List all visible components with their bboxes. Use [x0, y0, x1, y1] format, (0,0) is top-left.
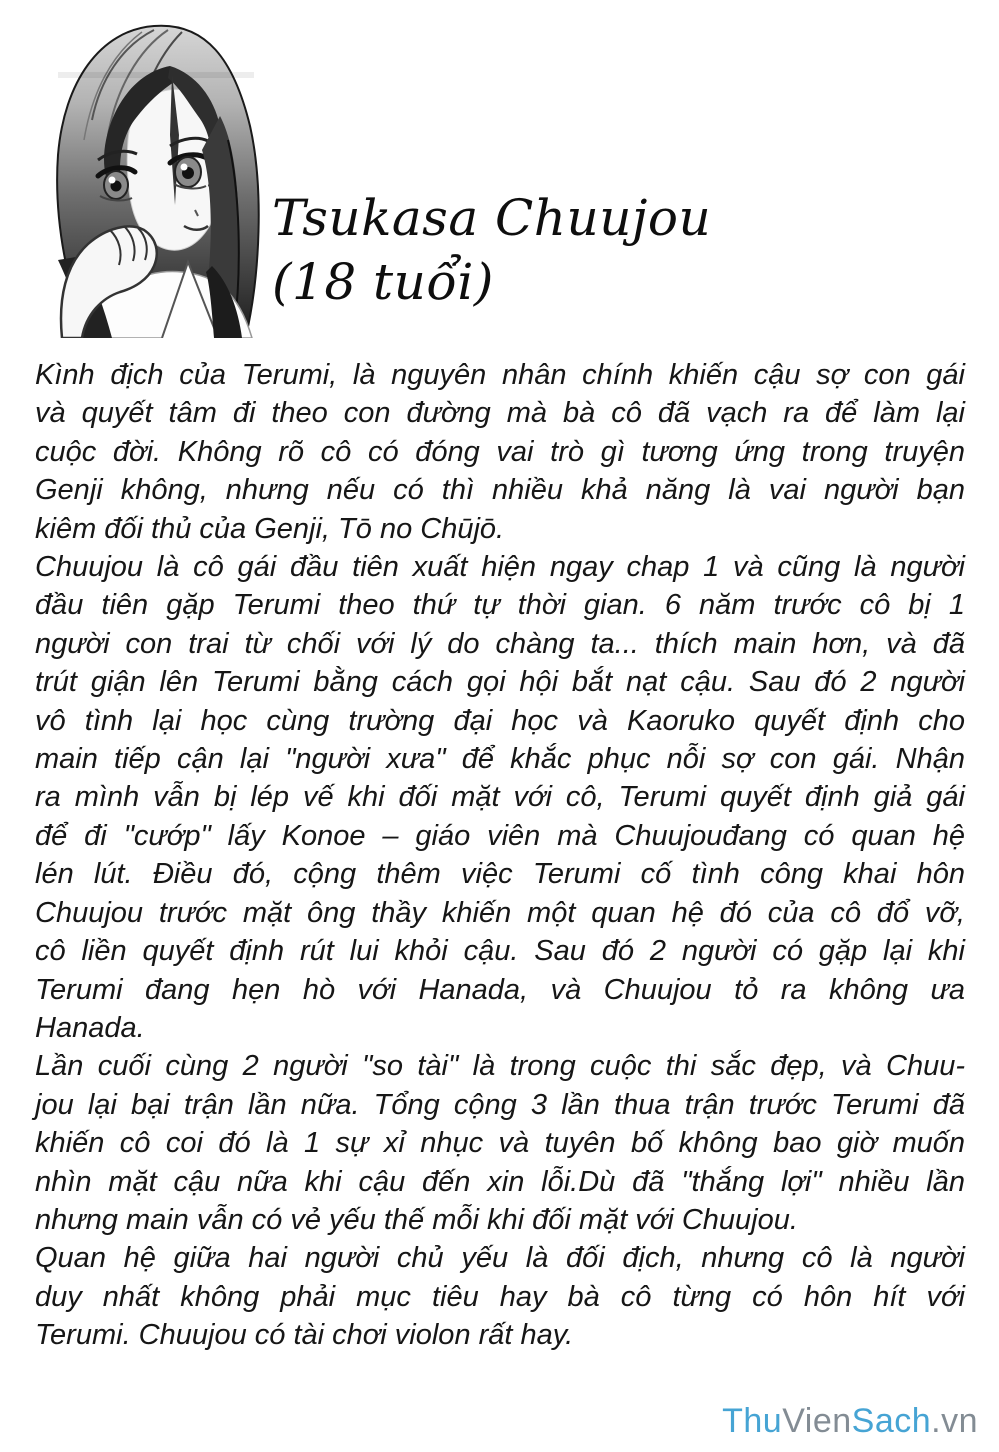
watermark-segment: .vn	[931, 1402, 978, 1440]
body-line: ra mình vẫn bị lép vế khi đối mặt với cô, Terumi quyết định giả gái	[35, 781, 965, 814]
body-line: cuộc đời. Không rõ cô có đóng vai trò gì tương ứng trong truyện	[35, 435, 965, 468]
body-line: cô liền quyết định rút lui khỏi cậu. Sau đó 2 người có gặp lại khi	[35, 935, 965, 968]
body-line: Kình địch của Terumi, là nguyên nhân chính khiến cậu sợ con gái	[35, 359, 965, 391]
body-line: trút giận lên Terumi bằng cách gọi hội bắt nạt cậu. Sau đó 2 người	[35, 666, 965, 699]
body-line: Quan hệ giữa hai người chủ yếu là đối địch, nhưng cô là người	[35, 1242, 965, 1275]
character-description	[35, 356, 965, 1355]
body-line: người con trai từ chối với lý do chàng ta... thích main hơn, và đã	[35, 627, 965, 660]
body-line: kiêm đối thủ của Genji, Tō no Chūjō.	[35, 512, 505, 545]
body-line: nhưng main vẫn có vẻ yếu thế mỗi khi đối mặt với Chuujou.	[35, 1203, 798, 1236]
body-line: để đi "cướp" lấy Konoe – giáo viên mà Chuujouđang có quan hệ	[35, 819, 965, 852]
character-portrait	[42, 20, 264, 338]
body-line: Chuujou là cô gái đầu tiên xuất hiện ngay chap 1 và cũng là người	[35, 551, 965, 584]
watermark-segment: Sach	[851, 1402, 932, 1440]
body-line: Terumi. Chuujou có tài chơi violon rất hay.	[35, 1319, 574, 1352]
watermark-logo	[722, 1402, 978, 1441]
body-line: Chuujou trước mặt ông thầy khiến một quan hệ đó của cô đổ vỡ,	[35, 896, 965, 929]
body-line: Lần cuối cùng 2 người "so tài" là trong cuộc thi sắc đẹp, và Chuu-	[35, 1050, 965, 1083]
page-title	[272, 186, 711, 314]
body-line: nhìn mặt cậu nữa khi cậu đến xin lỗi.Dù đã "thắng lợi" nhiều lần	[35, 1165, 965, 1198]
body-line: đầu tiên gặp Terumi theo thứ tự thời gian. 6 năm trước cô bị 1	[35, 589, 965, 622]
body-line: Terumi đang hẹn hò với Hanada, và Chuujou tỏ ra không ưa	[35, 973, 965, 1006]
body-line: lén lút. Điều đó, cộng thêm việc Terumi cố tình công khai hôn	[35, 858, 965, 891]
watermark-segment: Thu	[722, 1402, 783, 1440]
body-line: duy nhất không phải mục tiêu hay bà cô từng có hôn hít với	[35, 1280, 965, 1313]
body-line: jou lại bại trận lần nữa. Tổng cộng 3 lần thua trận trước Terumi đã	[35, 1088, 965, 1121]
body-line: vô tình lại học cùng trường đại học và Kaoruko quyết định cho	[35, 704, 965, 737]
body-line: và quyết tâm đi theo con đường mà bà cô đã vạch ra để làm lại	[35, 397, 965, 430]
manga-girl-illustration	[42, 20, 264, 338]
body-line: khiến cô coi đó là 1 sự xỉ nhục và tuyên bố không bao giờ muốn	[35, 1127, 965, 1160]
body-line: main tiếp cận lại "người xưa" để khắc phục nỗi sợ con gái. Nhận	[35, 743, 965, 776]
body-line: Hanada.	[35, 1011, 145, 1044]
character-name: Tsukasa Chuujou	[272, 189, 712, 247]
watermark-segment: Vien	[782, 1402, 852, 1440]
character-age: (18 tuổi)	[272, 253, 494, 311]
body-line: Genji không, nhưng nếu có thì nhiều khả năng là vai người bạn	[35, 474, 965, 507]
